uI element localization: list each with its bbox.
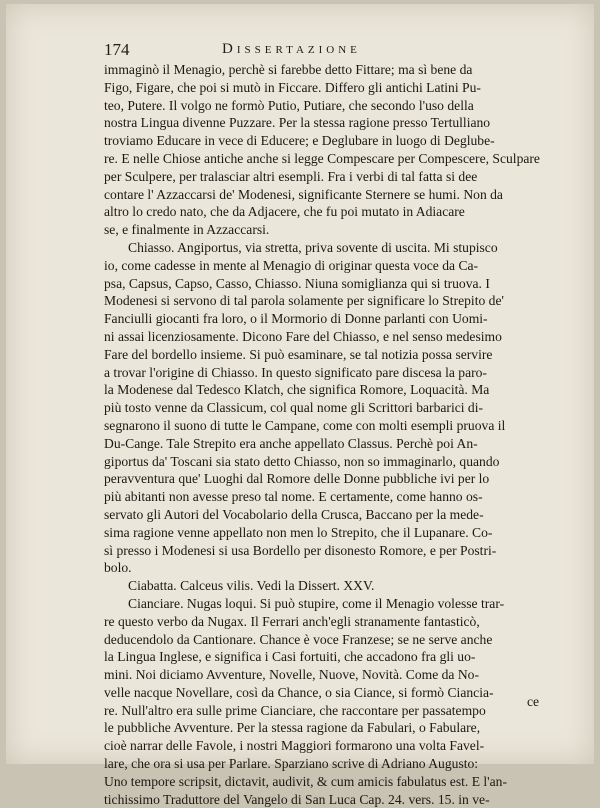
text-line: lare, che ora si usa per Parlare. Sparziano scrive di Adriano Augusto: — [104, 756, 479, 772]
text-line: più tosto venne da Classicum, col qual nome gli Scrittori barbarici di- — [104, 400, 484, 416]
running-title: Dissertazione — [222, 41, 361, 57]
text-line: se, e finalmente in Azzaccarsi. — [104, 222, 270, 238]
text-line: a trovar l'origine di Chiasso. In questo significato pare discesa la paro- — [104, 364, 487, 380]
page-header — [104, 40, 466, 62]
text-line: segnarono il suono di tutte le Campane, come con molti esempli pruova il — [104, 417, 506, 433]
text-line: più abitanti non avesse preso tal nome. E certamente, come hanno os- — [104, 489, 483, 505]
text-line: contare l' Azzaccarsi de' Modenesi, significante Sternere se humi. Non da — [104, 186, 503, 202]
text-line: bolo. — [104, 560, 132, 576]
text-line: per Sculpere, per tralasciar altri esempli. Fra i verbi di tal fatta si dee — [104, 168, 478, 184]
text-line: Modenesi si servono di tal parola solamente per significare lo Strepito de' — [104, 293, 504, 309]
text-line: Du-Cange. Tale Strepito era anche appellato Classus. Perchè poi An- — [104, 435, 478, 451]
text-line: sì presso i Modenesi si usa Bordello per disonesto Romore, e per Postri- — [104, 542, 497, 558]
text-line: sima ragione venne appellato non men lo Strepito, che il Lupanare. Co- — [104, 524, 493, 540]
catchword: ce — [527, 694, 540, 709]
book-page — [6, 4, 594, 807]
text-line: Chiasso. Angiportus, via stretta, priva sovente di uscita. Mi stupisco — [128, 239, 498, 255]
text-line: io, come cadesse in mente al Menagio di originar questa voce da Ca- — [104, 257, 479, 273]
text-line: deducendolo da Cantionare. Chance è voce Franzese; se ne serve anche — [104, 631, 493, 647]
text-line: la Lingua Inglese, e significa i Casi fortuiti, che accadono fra gli uo- — [104, 649, 476, 665]
text-line: immaginò il Menagio, perchè si farebbe detto Fittare; ma sì bene da — [104, 62, 473, 77]
text-line: teo, Putere. Il volgo ne formò Putio, Putiare, che secondo l'uso della — [104, 97, 474, 113]
page-number: 174 — [104, 40, 130, 59]
text-line: le pubbliche Avventure. Per la stessa ragione da Fabulari, o Fabulare, — [104, 720, 481, 736]
text-line: nostra Lingua divenne Puzzare. Per la stessa ragione presso Tertulliano — [104, 115, 491, 131]
text-line: Uno tempore scripsit, dictavit, audivit, & cum amicis fabulatus est. E l'an- — [104, 773, 507, 789]
text-line: mini. Noi diciamo Avventure, Novelle, Nuove, Novità. Come da No- — [104, 667, 480, 683]
text-line: Fanciulli giocanti fra loro, o il Mormorio di Donne parlanti con Uomi- — [104, 311, 488, 327]
text-line: psa, Capsus, Capso, Casso, Chiasso. Niuna somiglianza qui si truova. I — [104, 275, 490, 291]
text-line: Ciabatta. Calceus vilis. Vedi la Dissert. XXV. — [128, 578, 375, 594]
text-line: troviamo Educare in vece di Educere; e Deglubare in luogo di Deglube- — [104, 133, 495, 149]
text-line: re. E nelle Chiose antiche anche si legge Compescare per Compescere, Sculpare — [104, 150, 540, 166]
text-line: la Modenese dal Tedesco Klatch, che significa Romore, Loquacità. Ma — [104, 382, 490, 398]
text-line: re questo verbo da Nugax. Il Ferrari anch'egli stranamente fantasticò, — [104, 613, 480, 629]
text-line: Fare del bordello insieme. Si può esaminare, se tal notizia possa servire — [104, 346, 493, 362]
text-line: peravventura que' Luoghi dal Romore delle Donne pubbliche ivi per lo — [104, 471, 490, 487]
text-line: giportus da' Toscani sia stato detto Chiasso, non so immaginarlo, quando — [104, 453, 500, 469]
body-text — [104, 61, 550, 808]
text-line: altro lo credo nato, che da Adjacere, che fu poi mutato in Adiacare — [104, 204, 465, 220]
text-line: servato gli Autori del Vocabolario della Crusca, Baccano per la mede- — [104, 506, 484, 522]
text-line: cioè narrar delle Favole, i nostri Maggiori formarono una volta Favel- — [104, 738, 485, 754]
text-line: ni assai licenziosamente. Dicono Fare del Chiasso, e nel senso medesimo — [104, 328, 502, 344]
text-line: Cianciare. Nugas loqui. Si può stupire, come il Menagio volesse trar- — [128, 595, 505, 611]
text-line: tichissimo Traduttore del Vangelo di San Luca Cap. 24. vers. 15. in ve- — [104, 791, 490, 807]
text-line: Figo, Figare, che poi si mutò in Ficcare. Differo gli antichi Latini Pu- — [104, 79, 481, 95]
text-line: re. Null'altro era sulle prime Cianciare, che raccontare per passatempo — [104, 702, 486, 718]
text-line: velle nacque Novellare, così da Chance, o sia Ciance, si formò Ciancia- — [104, 684, 494, 700]
